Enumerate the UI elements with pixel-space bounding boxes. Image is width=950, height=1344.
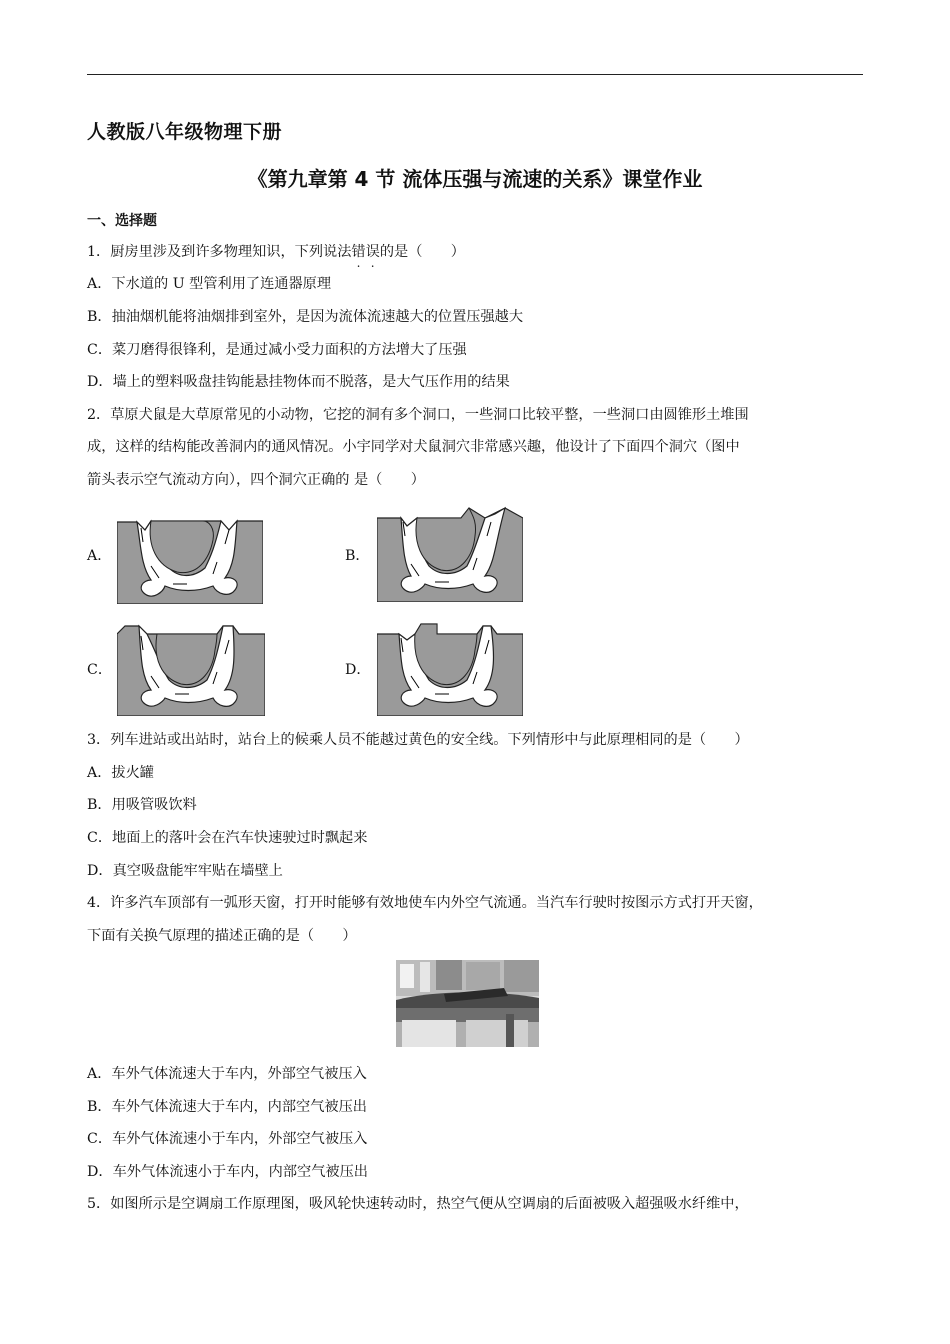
q4-stem-line-2: 下面有关换气原理的描述正确的是（ ） [87,928,357,944]
q4-option-c: C．车外气体流速小于车内，外部空气被压入 [87,1131,368,1147]
q2-stem-line-3: 箭头表示空气流动方向），四个洞穴正确的 是（ ） [87,472,425,488]
q2-label-b: B． [345,548,370,564]
q2-stem-line-2: 成，这样的结构能改善洞内的通风情况。小宇同学对犬鼠洞穴非常感兴趣，他设计了下面四个洞穴（图中 [87,439,740,455]
q4-option-b: B．车外气体流速大于车内，内部空气被压出 [87,1099,367,1115]
q2-label-c: C． [87,662,113,678]
section-heading: 一、选择题 [87,213,157,229]
burrow-diagram-c [117,622,265,716]
document-header: 人教版八年级物理下册 [87,121,283,143]
q1-option-c: C．菜刀磨得很锋利，是通过减小受力面积的方法增大了压强 [87,342,467,358]
q2-label-d: D． [345,662,371,678]
q5-stem: 5．如图所示是空调扇工作原理图，吸风轮快速转动时，热空气便从空调扇的后面被吸入超强吸水纤维中， [87,1196,749,1212]
q4-option-d: D．车外气体流速小于车内，内部空气被压出 [87,1164,368,1180]
burrow-diagram-a [117,516,263,604]
q3-option-d: D．真空吸盘能牢牢贴在墙壁上 [87,863,283,879]
q1-option-b: B．抽油烟机能将油烟排到室外，是因为流体流速越大的位置压强越大 [87,309,524,325]
q3-option-b: B．用吸管吸饮料 [87,797,197,813]
q2-stem-line-1: 2．草原犬鼠是大草原常见的小动物，它挖的洞有多个洞口，一些洞口比较平整，一些洞口由圆锥形土堆围 [87,407,749,423]
top-rule [87,74,863,75]
q4-stem-line-1: 4．许多汽车顶部有一弧形天窗，打开时能够有效地使车内外空气流通。当汽车行驶时按图示方式打开天窗， [87,895,763,911]
burrow-diagram-b [377,506,523,602]
document-title: 《第九章第 4 节 流体压强与流速的关系》课堂作业 [247,167,703,191]
q3-stem: 3．列车进站或出站时，站台上的候乘人员不能越过黄色的安全线。下列情形中与此原理相同的是（ ） [87,732,749,748]
q4-option-a: A．车外气体流速大于车内，外部空气被压入 [87,1066,367,1082]
q1-stem: 1．厨房里涉及到许多物理知识，下列说法错误的是（ ） [87,244,465,260]
q3-option-a: A．拔火罐 [87,765,154,781]
burrow-diagram-d [377,620,523,716]
q1-option-a: A．下水道的 U 型管利用了连通器原理 [87,276,332,292]
q1-option-d: D．墙上的塑料吸盘挂钩能悬挂物体而不脱落，是大气压作用的结果 [87,374,510,390]
car-sunroof-photo [396,960,539,1047]
q2-label-a: A． [87,548,112,564]
q3-option-c: C．地面上的落叶会在汽车快速驶过时飘起来 [87,830,368,846]
